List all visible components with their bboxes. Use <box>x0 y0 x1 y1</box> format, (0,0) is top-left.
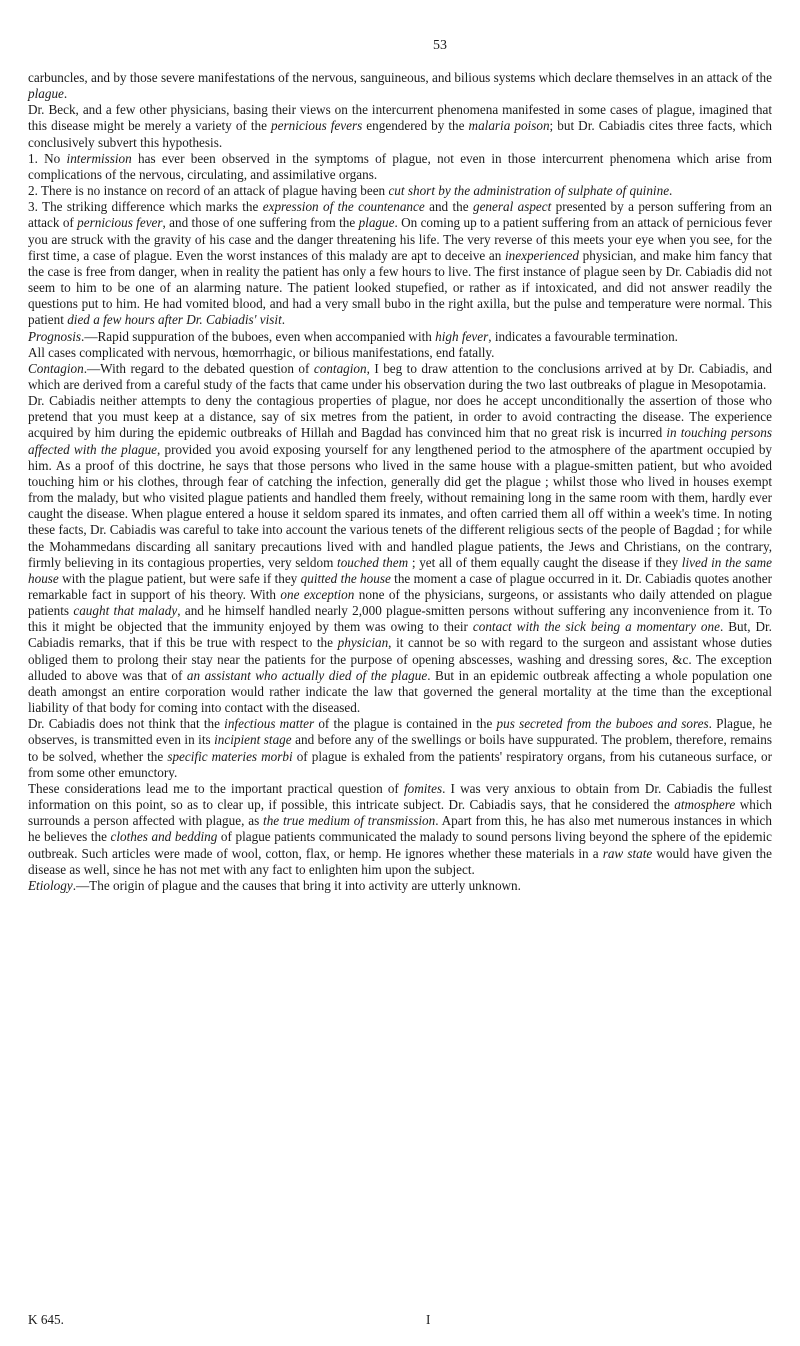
italic-text: cut short by the administration of sulphate of quinine <box>388 183 670 199</box>
italic-text: the true medium of transmission <box>263 813 436 829</box>
text-run: . I was very anxious to obtain from Dr. Cabiadis the fullest information on this point, so as to clear up, if possible, this intricate subject. Dr. Cabiadis says, that he considered the <box>28 780 772 813</box>
italic-text: Contagion <box>28 360 84 376</box>
italic-text: incipient stage <box>214 732 292 748</box>
paragraph <box>28 183 772 199</box>
text-run: , and he himself handled nearly 2,000 plague-smitten persons without suffering any inconvenience from it. To this it might be objected that the immunity enjoyed by them was owing to their <box>28 603 772 635</box>
text-run: of plague patients communicated the malady to sound persons living beyond the sphere of the epidemic outbreak. Such articles were made of wool, cotton, flax, or hemp. He ignores whether these materials in a <box>28 829 773 861</box>
text-run: .—The origin of plague and the causes that bring it into activity are utterly unknown. <box>72 877 521 893</box>
italic-text: touched them <box>337 554 409 570</box>
printer-signature-mark: K 645. <box>28 1312 64 1327</box>
text-run: presented by a person suffering from an attack of <box>28 199 772 231</box>
paragraph <box>28 345 772 361</box>
italic-text: inexperienced <box>504 247 579 263</box>
italic-text: pernicious fevers <box>271 118 363 134</box>
italic-text: an assistant who actually died of the plague <box>186 667 428 683</box>
italic-text: contact with the sick being a momentary one <box>472 619 720 635</box>
italic-text: fomites <box>403 780 443 796</box>
text-run: All cases complicated with nervous, hœmorrhagic, or bilious manifestations, end fatally. <box>28 344 495 360</box>
text-run: has ever been observed in the symptoms of plague, not even in those intercurrent phenomena which arise from complications of the nervous, circulating, and assimilative organs. <box>28 150 773 182</box>
text-run: the moment a case of plague occurred in it. Dr. Cabiadis quotes another remarkable fact in support of his theory. With <box>28 570 772 602</box>
text-run: and the <box>424 199 473 215</box>
text-run: . <box>669 183 673 199</box>
text-run: , and those of one suffering from the <box>162 215 359 231</box>
paragraph <box>28 716 772 781</box>
paragraph <box>28 393 772 716</box>
text-run: . But, Dr. Cabiadis remarks, that if this be true with respect to the <box>28 619 772 651</box>
text-run: . Plague, he observes, is transmitted even in its <box>28 716 773 748</box>
text-run: These considerations lead me to the important practical question of <box>28 780 404 796</box>
page-footer <box>28 1312 772 1332</box>
italic-text: quitted the house <box>300 570 391 586</box>
sheet-mark: I <box>426 1312 431 1327</box>
text-run: Dr. Cabiadis does not think that the <box>28 716 225 732</box>
text-run: , it cannot be so with regard to the surgeon and assistant whose duties obliged them to prolong their stay near the patients for the purpose of opening abscesses, washing and dressing sores, &c. The exception alluded to above was that of <box>28 635 772 683</box>
text-run: , provided you avoid exposing yourself for any lengthened period to the atmosphere of the apartment occupied by him. As a proof of this doctrine, he says that those persons who lived in the same house with a plague-smitten patient, but who avoided touching him or his clothes, through fear of catching the infection, generally did get the plague ; whilst those who lived in houses exempt from the malady, but who visited plague patients and handled them freely, without remaining long in the same room with them, hardly ever caught the disease. When plague entered a house it seldom spared its inmates, and often carried them all off within a week's time. In noting these facts, Dr. Cabiadis was careful to take into account the various tenets of the different religious sects of the people of Bagdad ; for while the Mohammedans discarding all sanitary precautions lived with and handled plague patients, the Jews and Christians, on the contrary, firmly believing in its contagious properties, very seldom <box>28 441 773 570</box>
text-run: 2. There is no instance on record of an attack of plague having been <box>28 183 389 199</box>
italic-text: general aspect <box>472 199 552 215</box>
italic-text: expression of the countenance <box>262 199 425 215</box>
italic-text: clothes and bedding <box>110 829 218 845</box>
paragraph <box>28 781 772 878</box>
italic-text: Etiology <box>28 877 73 893</box>
text-run: , I beg to draw attention to the conclusions arrived at by Dr. Cabiadis, and which are derived from a careful study of the facts that came under his observation during the two last outbreaks of plague in Mesopotamia. <box>28 360 772 392</box>
italic-text: atmosphere <box>674 797 736 813</box>
text-run: ; but Dr. Cabiadis cites three facts, which conclusively subvert this hypothesis. <box>28 118 773 150</box>
text-run: . <box>281 312 286 328</box>
paragraph <box>28 151 772 183</box>
italic-text: infectious matter <box>224 716 315 732</box>
text-run: would have given the disease as well, since he has not met with any fact to enlighten him upon the subject. <box>28 845 772 877</box>
paragraph <box>28 878 772 894</box>
italic-text: physician <box>337 635 389 651</box>
italic-text: caught that malady <box>73 603 178 619</box>
italic-text: malaria poison <box>468 118 550 134</box>
italic-text: in touching persons affected with the plague <box>28 425 772 457</box>
text-run: , indicates a favourable termination. <box>488 328 678 344</box>
body-text <box>28 70 772 894</box>
text-run: and before any of the swellings or boils have suppurated. The problem, therefore, remains to be solved, whether the <box>28 732 773 764</box>
paragraph <box>28 361 772 393</box>
text-run: . But in an epidemic outbreak affecting a whole population one death amongst an entire corporation would rather indicate the law that governed the general mortality at the time than the exceptional liability of that body for coming into contact with the diseased. <box>28 667 772 716</box>
paragraph <box>28 102 772 150</box>
text-run: ; yet all of them equally caught the disease if they <box>408 554 682 570</box>
text-run: of the plague is contained in the <box>314 716 497 732</box>
text-run: . <box>63 86 68 102</box>
text-run: physician, and make him fancy that the case is free from danger, when in reality the patient has only a few hours to live. The first instance of plague seen by Dr. Cabiadis did not seem to him to be one of an alarming nature. The patient looked stupefied, or rather as if intoxicated, and did not answer readily the questions put to him. He had vomited blood, and had a very small bubo in the right axilla, but the pulse and temperature were normal. This patient <box>28 247 773 328</box>
paragraph <box>28 199 772 328</box>
italic-text: pernicious fever <box>77 215 163 231</box>
paragraph <box>28 329 772 345</box>
italic-text: plague <box>358 215 395 231</box>
text-run: engendered by the <box>362 118 469 134</box>
text-run: Dr. Beck, and a few other physicians, basing their views on the intercurrent phenomena manifested in some cases of plague, imagined that this disease might be merely a variety of the <box>28 102 772 134</box>
italic-text: one exception <box>280 587 355 602</box>
italic-text: lived in the same house <box>28 554 772 586</box>
text-run: of plague is exhaled from the patients' respiratory organs, from his cutaneous surface, or from some other emunctory. <box>28 748 772 780</box>
text-run: . Apart from this, he has also met numerous instances in which he believes the <box>28 813 772 845</box>
italic-text: high fever <box>435 328 489 344</box>
italic-text: specific materies morbi <box>167 748 293 764</box>
text-run: 3. The striking difference which marks the <box>28 199 263 215</box>
text-run: 1. No <box>28 150 67 166</box>
text-run: none of the physicians, surgeons, or assistants who daily attended on plague patients <box>28 587 772 619</box>
text-run: . On coming up to a patient suffering from an attack of pernicious fever you are struck with the gravity of his case and the danger threatening his life. The very reverse of this meets your eye when you see, for the first time, a case of plague. Even the worst instances of this malady are apt to deceive an <box>28 215 773 263</box>
italic-text: plague <box>28 86 64 102</box>
page-number: 53 <box>433 38 447 53</box>
italic-text: intermission <box>66 150 132 166</box>
italic-text: Prognosis <box>28 328 82 344</box>
text-run: Dr. Cabiadis neither attempts to deny the contagious properties of plague, nor does he accept unconditionally the assertion of those who pretend that you must keep at a distance, say of six metres from the patient, in order to avoid contracting the disease. The experience acquired by him during the epidemic outbreaks of Hillah and Bagdad has convinced him that no great risk is incurred <box>28 393 772 441</box>
italic-text: died a few hours after Dr. Cabiadis' visit <box>67 312 282 328</box>
text-run: carbuncles, and by those severe manifestations of the nervous, sanguineous, and bilious systems which declare themselves in an attack of the <box>28 70 772 85</box>
italic-text: pus secreted from the buboes and sores <box>496 716 709 732</box>
italic-text: raw state <box>602 845 653 861</box>
text-run: with the plague patient, but were safe if they <box>58 570 301 586</box>
text-run: which surrounds a person affected with plague, as <box>28 797 773 829</box>
italic-text: contagion <box>313 360 367 376</box>
paragraph <box>28 70 772 102</box>
text-run: .—With regard to the debated question of <box>83 360 314 376</box>
text-run: .—Rapid suppuration of the buboes, even when accompanied with <box>81 328 436 344</box>
